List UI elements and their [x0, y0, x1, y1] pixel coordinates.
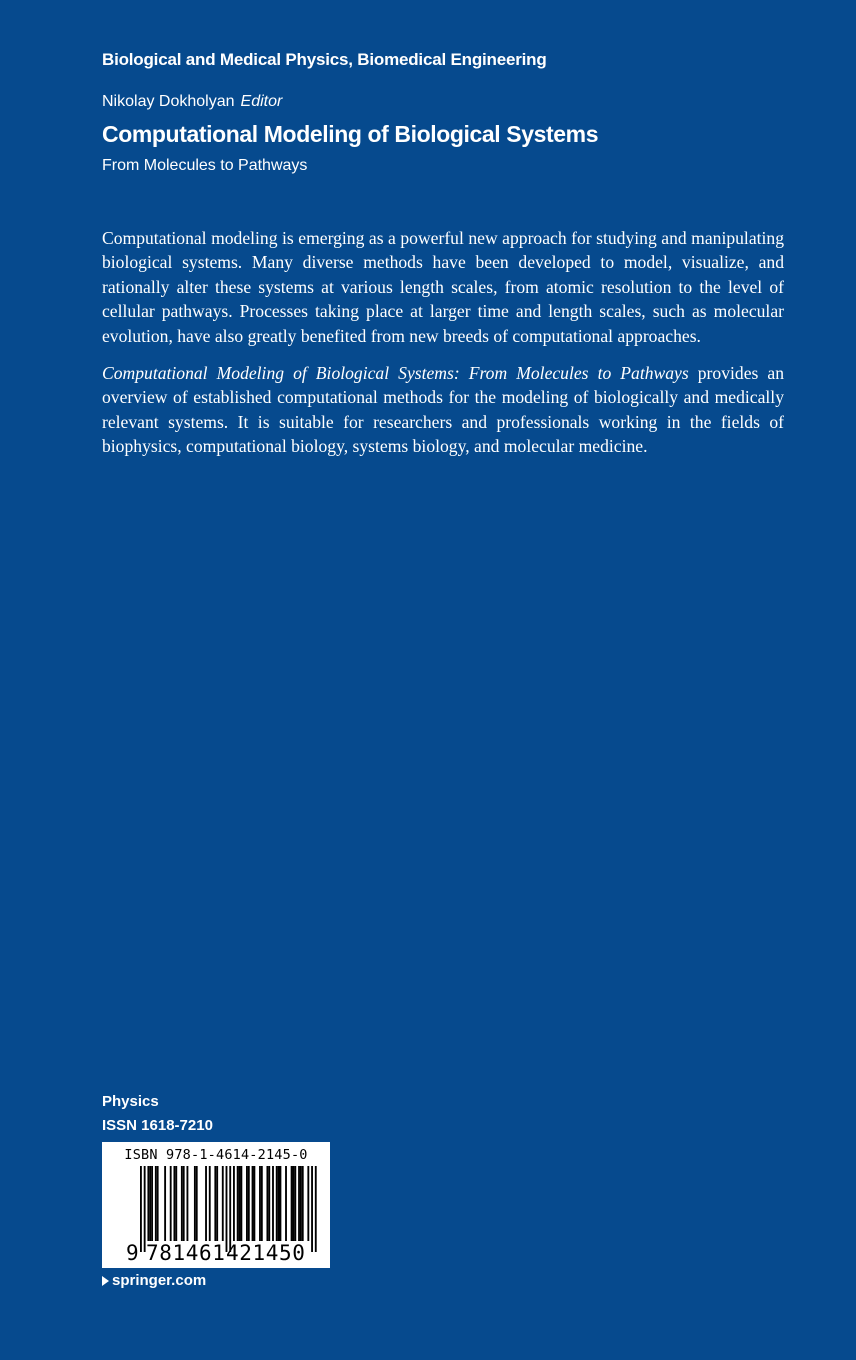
- book-title: Computational Modeling of Biological Systems: [102, 121, 599, 147]
- barcode-guard-bar: [229, 1166, 231, 1252]
- barcode-guard-bar: [144, 1166, 146, 1252]
- barcode-bar: [214, 1166, 216, 1241]
- barcode-bar: [205, 1166, 207, 1241]
- barcode-bar: [183, 1166, 185, 1241]
- barcode-bar: [175, 1166, 177, 1241]
- barcode-bar: [252, 1166, 254, 1241]
- subject-category: Physics: [102, 1093, 159, 1110]
- barcode-bar: [246, 1166, 248, 1241]
- publisher-website-link[interactable]: [102, 1272, 206, 1289]
- barcode-bar: [164, 1166, 166, 1241]
- barcode-guard-bar: [311, 1166, 313, 1252]
- barcode-bar: [253, 1166, 255, 1241]
- barcode-bar: [151, 1166, 153, 1241]
- barcode-bar: [173, 1166, 175, 1241]
- barcode-bar: [181, 1166, 183, 1241]
- barcode-bar: [209, 1166, 211, 1241]
- barcode-bar: [278, 1166, 280, 1241]
- barcode-bar: [222, 1166, 224, 1241]
- blurb-paragraph-1: Computational modeling is emerging as a powerful new approach for studying and manipulating biological systems. Many diverse methods have been developed to model, visualize, and rationally alter these systems at various length scales, from atomic resolution to the level of cellular pathways. Processes taking place at larger time and length scales, such as molecular evolution, have also greatly benefited from new breeds of computational approaches.: [102, 228, 784, 346]
- barcode-bar: [300, 1166, 302, 1241]
- barcode-digits-right: 421450: [226, 1241, 306, 1265]
- barcode-digits-left: 781461: [146, 1241, 226, 1265]
- barcode-bar: [280, 1166, 282, 1241]
- barcode-guard-bar: [140, 1166, 142, 1252]
- isbn-label: ISBN 978-1-4614-2145-0: [124, 1147, 308, 1163]
- website-text: springer.com: [112, 1272, 207, 1289]
- blurb-book-title-italic: Computational Modeling of Biological Systems: From Molecules to Pathways: [102, 363, 689, 384]
- barcode-bar: [272, 1166, 274, 1241]
- editor-line: [102, 93, 282, 111]
- arrow-right-icon: [102, 1276, 109, 1286]
- barcode-bar: [259, 1166, 261, 1241]
- barcode-bar: [293, 1166, 295, 1241]
- barcode-bar: [291, 1166, 293, 1241]
- barcode-bar: [298, 1166, 300, 1241]
- barcode-bar: [268, 1166, 270, 1241]
- barcode-bar: [194, 1166, 196, 1241]
- barcode-bar: [261, 1166, 263, 1241]
- blurb-paragraph-2-text: provides an overview of established computational methods for the modeling of biologically and medically relevant systems. It is suitable for researchers and professionals working in the fields of biophysics, computational biology, systems biology, and molecular medicine.: [102, 363, 784, 457]
- barcode-bar: [147, 1166, 149, 1241]
- barcode-bar: [239, 1166, 241, 1241]
- barcode-bar: [196, 1166, 198, 1241]
- barcode-bar: [248, 1166, 250, 1241]
- editor-role: Editor: [240, 93, 283, 110]
- blurb-paragraph-2: [102, 361, 784, 459]
- series-title: Biological and Medical Physics, Biomedical Engineering: [102, 50, 547, 69]
- barcode-bar: [285, 1166, 287, 1241]
- barcode-bar: [155, 1166, 157, 1241]
- isbn-barcode: [102, 1142, 330, 1268]
- barcode-bar: [307, 1166, 309, 1241]
- book-subtitle: From Molecules to Pathways: [102, 157, 308, 174]
- barcode-bar: [294, 1166, 296, 1241]
- barcode-guard-bar: [226, 1166, 228, 1252]
- barcode-bar: [233, 1166, 235, 1241]
- barcode-bar: [302, 1166, 304, 1241]
- blurb: [102, 226, 784, 472]
- barcode-bar: [170, 1166, 172, 1241]
- barcode-bar: [157, 1166, 159, 1241]
- issn-number: ISSN 1618-7210: [102, 1117, 213, 1134]
- barcode-bar: [240, 1166, 242, 1241]
- editor-name: Nikolay Dokholyan: [102, 93, 235, 110]
- barcode-bar: [276, 1166, 278, 1241]
- barcode-bar: [237, 1166, 239, 1241]
- barcode-bar: [216, 1166, 218, 1241]
- barcode-bar: [187, 1166, 189, 1241]
- barcode-bar: [266, 1166, 268, 1241]
- barcode-digit-first: 9: [126, 1241, 139, 1265]
- barcode-guard-bar: [315, 1166, 317, 1252]
- barcode-bar: [149, 1166, 151, 1241]
